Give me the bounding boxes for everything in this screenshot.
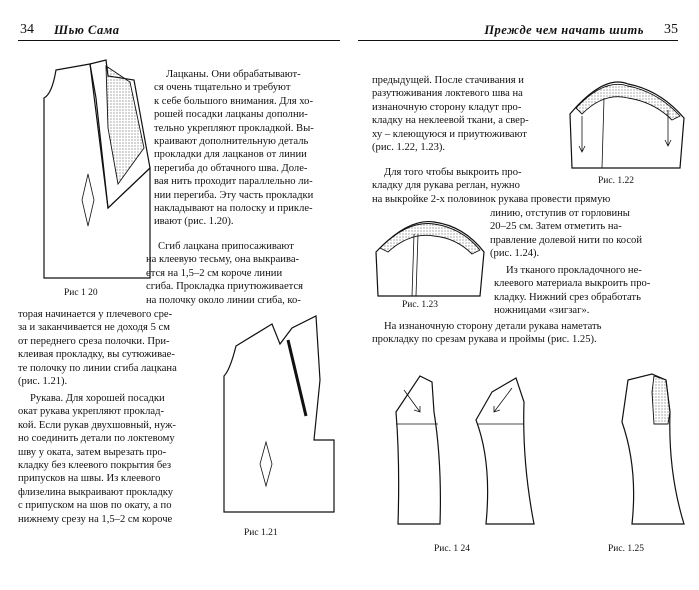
text-line: кладку для рукава реглан, нужно [372,180,520,192]
text-line: правление долевой нити по косой [490,234,643,246]
text-line: линию, отступив от горловины [490,208,630,219]
text-line: прокладку по срезам рукава и проймы (рис. 1.25). [372,334,597,346]
fig-1-22-grain-arrow-left [579,116,585,152]
text-line: те полочку по линии сгиба лацкана [18,362,177,374]
text-line: ся очень тщательно и требуют [154,82,291,94]
text-line: на выкройке 2-х половинок рукава провести прямую [372,194,611,205]
text-line: за и заканчивается не доходя 5 см [18,322,170,334]
fig-1-20-front-outline [44,64,150,278]
fig-1-24-caption: Рис. 1 24 [434,544,470,554]
paragraph-lapels [154,68,340,229]
text-line: 20–25 см. Затем отметить на- [490,221,622,233]
fig-1-23-interfacing [380,224,480,255]
text-line: нии перегиба. Эту часть прокладки [154,189,314,201]
text-line: изнаночную сторону кладут про- [372,101,522,113]
fig-1-22-seam [602,98,604,168]
fig-1-22-interfacing [576,84,680,120]
fig-1-23-seam [412,234,418,296]
text-line: прокладки для лацканов от линии [154,149,307,161]
figure-1-25 [598,372,688,532]
text-line: Рукава. Для хорошей посадки [30,393,165,404]
text-line: ножницами «зигзаг». [494,305,590,317]
paragraph-fold-wide [18,308,214,388]
fig-1-20-dart [82,174,94,226]
fig-1-22-caption: Рис. 1.22 [598,176,634,186]
fig-1-24-bias-arrow-left [404,390,420,412]
text-line: торая начинается у плечевого сре- [18,309,173,320]
right-page [350,0,699,590]
figure-1-20 [38,58,158,288]
right-page-header [358,18,678,41]
figure-1-22 [564,74,690,174]
text-line: кой. Если рукав двухшовный, нуж- [18,419,176,431]
text-line: вая нить проходит параллельно ли- [154,176,313,188]
text-line: (рис. 1.22, 1.23). [372,142,446,154]
fig-1-24-bias-arrow-right [494,388,512,412]
text-line: на полочку около линии сгиба, ко- [146,294,301,306]
text-line: На изнаночную сторону детали рукава наметать [384,321,602,332]
text-line: припусков на швы. Из клеевого [18,473,161,485]
left-page-number: 34 [20,22,34,37]
paragraph-final [372,320,678,347]
text-line: шву у оката, затем вырезать про- [18,446,167,458]
right-running-title: Прежде чем начать шить [484,23,644,37]
text-line: кладку. Нижний срез обработать [494,291,641,303]
text-line: к себе большого внимания. Для хо- [154,95,314,107]
text-line: краивают дополнительную деталь [154,136,309,148]
text-line: нижнему срезу на 1,5–2 см короче [18,513,173,525]
text-line: рошей посадки лацканы дополни- [154,109,308,121]
text-line: окат рукава укрепляют проклад- [18,406,164,418]
text-line: (рис. 1.24). [490,248,540,260]
fig-1-21-caption: Рис 1.21 [244,528,278,538]
fig-1-20-interfacing [106,66,144,184]
text-line: разутюживания локтевого шва на [372,88,523,100]
text-line: предыдущей. После стачивания и [372,75,524,86]
figure-1-21 [218,310,340,520]
paragraph-continuation [372,74,558,154]
fig-1-25-caption: Рис. 1.25 [608,544,644,554]
text-line: но соединить детали по локтевому [18,433,175,445]
fig-1-25-interfacing [652,376,670,424]
figure-1-24 [390,372,550,532]
text-line: ется на 1,5–2 см короче линии [146,267,283,279]
paragraph-raglan [372,166,558,193]
left-running-title: Шью Сама [54,23,120,37]
text-line: от переднего среза полочки. При- [18,335,170,347]
fig-1-23-caption: Рис. 1.23 [402,300,438,310]
text-line: сгиба. Прокладка приутюживается [146,281,304,293]
text-line: Лацканы. Они обрабатывают- [166,69,301,80]
paragraph-nonwoven [494,264,678,318]
fig-1-21-dart [260,442,272,486]
text-line: на клеевую тесьму, она выкраива- [146,254,300,266]
text-line: флизелина выкраивают прокладку [18,486,174,498]
text-line: накладывают на полоску и прикле- [154,203,313,215]
text-line: кладку без клеевого покрытия без [18,460,172,472]
paragraph-raglan-narrow [490,207,678,261]
left-page-header [18,18,340,41]
fig-1-24-sleeve-front [476,378,534,524]
text-line: тельно укрепляют прокладкой. Вы- [154,122,314,134]
text-line: перегиба до обтачного шва. Доле- [154,162,308,174]
text-line: (рис. 1.21). [18,376,68,388]
figure-1-23 [372,212,488,298]
text-line: ху – клеющуюся и приутюживают [372,128,527,140]
fig-1-20-caption: Рис 1 20 [64,288,98,298]
fig-1-21-front-outline [224,316,334,512]
paragraph-raglan-wide [372,193,678,206]
text-line: Для того чтобы выкроить про- [384,167,522,178]
text-line: ивают (рис. 1.20). [154,216,234,228]
text-line: клеивая прокладку, вы сутюживае- [18,349,175,361]
text-line: с припуском на шов по окату, а по [18,500,172,512]
text-line: Из тканого прокладочного не- [506,265,642,276]
fig-1-21-fold-tape [288,340,306,416]
paragraph-fold-narrow [146,240,340,307]
right-page-number: 35 [664,22,678,37]
text-line: кладку на неклеевой ткани, а свер- [372,115,529,127]
fig-1-24-sleeve-back [396,376,440,524]
text-line: клеевого материала выкроить про- [494,278,651,290]
text-line: Сгиб лацкана припосаживают [158,241,294,252]
paragraph-sleeves [18,392,214,526]
